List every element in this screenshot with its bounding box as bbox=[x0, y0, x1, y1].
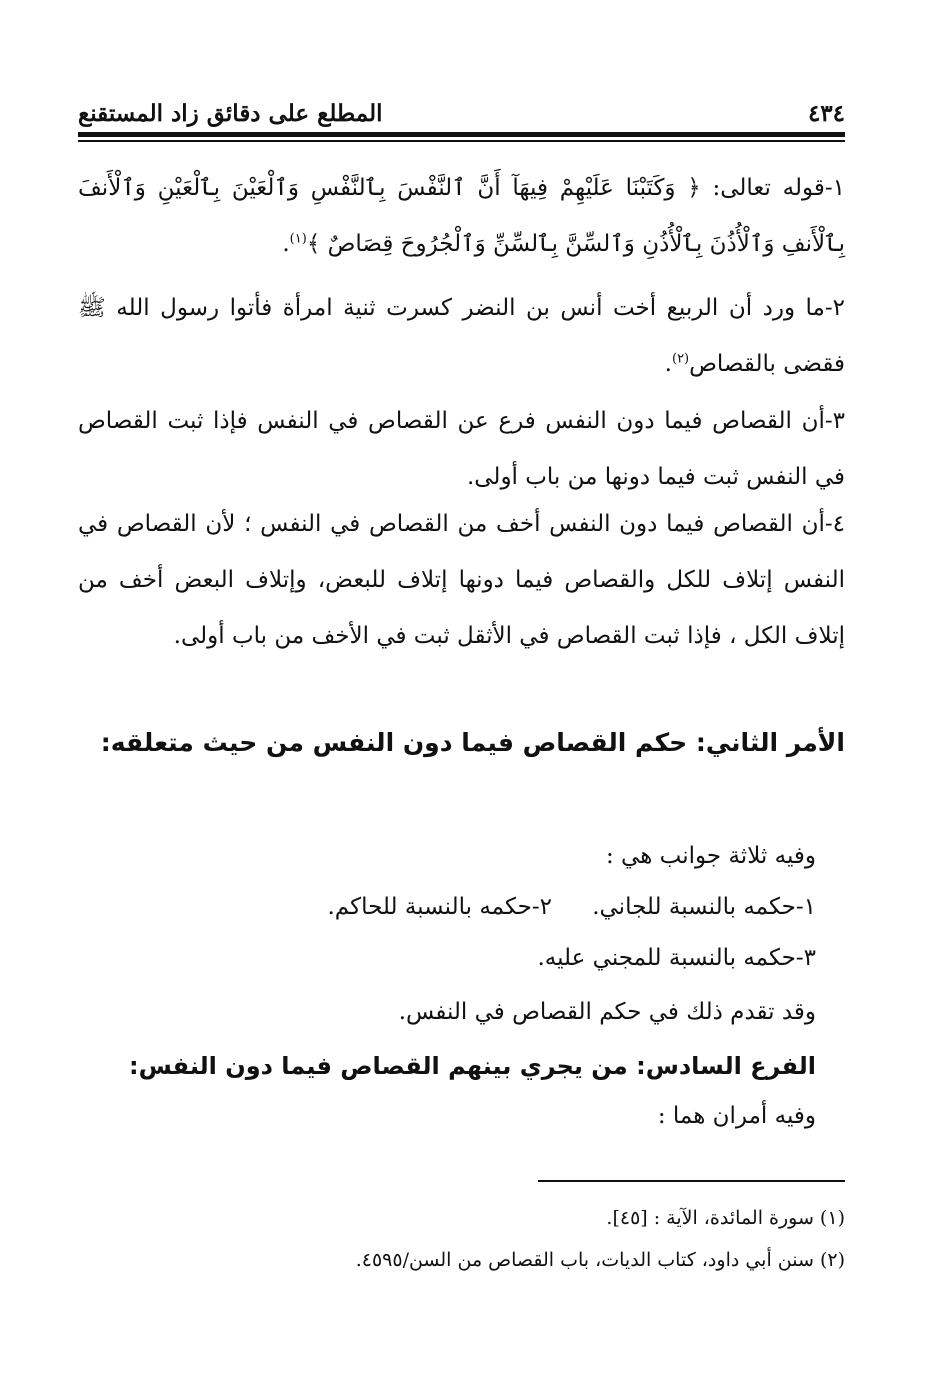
paragraph-evidence-1 bbox=[78, 160, 845, 272]
paragraph-evidence-3 bbox=[78, 393, 845, 505]
footnote-1: (١) سورة المائدة، الآية : [٤٥]. bbox=[606, 1207, 845, 1229]
footnote-2: (٢) سنن أبي داود، كتاب الديات، باب القصاص من السن/٤٥٩٥. bbox=[355, 1249, 845, 1271]
page-number: ٤٣٤ bbox=[807, 100, 845, 127]
paragraph-end: . bbox=[664, 351, 672, 377]
paragraph-evidence-4 bbox=[78, 496, 845, 664]
header-rule-thick bbox=[78, 132, 845, 137]
aspect-1: ١-حكمه بالنسبة للجاني. bbox=[592, 894, 816, 920]
paragraph-text: ٤-أن القصاص فيما دون النفس أخف من القصاص في النفس ؛ لأن القصاص في النفس إتلاف للكل والقصاص فيما دونها إتلاف للبعض، وإتلاف البعض أخف من إتلاف الكل ، فإذا ثبت القصاص في الأثقل ثبت في الأخف من باب أولى. bbox=[78, 511, 845, 649]
branch-intro: وفيه أمران هما : bbox=[657, 1103, 816, 1129]
branch-heading: الفرع السادس: من يجري بينهم القصاص فيما دون النفس: bbox=[129, 1052, 816, 1080]
section-intro: وفيه ثلاثة جوانب هي : bbox=[606, 843, 816, 869]
paragraph-evidence-2 bbox=[78, 280, 845, 392]
paragraph-end: . bbox=[282, 231, 290, 257]
aspect-3: ٣-حكمه بالنسبة للمجني عليه. bbox=[537, 945, 816, 971]
paragraph-text: ٢-ما ورد أن الربيع أخت أنس بن النضر كسرت ثنية امرأة فأتوا رسول الله ﷺ فقضى بالقصاص bbox=[78, 295, 845, 377]
footnote-ref-2: (٢) bbox=[671, 351, 690, 367]
section-heading: الأمر الثاني: حكم القصاص فيما دون النفس من حيث متعلقه: bbox=[100, 728, 845, 757]
section-note: وقد تقدم ذلك في حكم القصاص في النفس. bbox=[398, 999, 816, 1025]
page-header bbox=[78, 92, 845, 132]
header-rule-thin bbox=[78, 140, 845, 142]
footnote-separator bbox=[538, 1180, 845, 1182]
quran-verse-text: ١-قوله تعالى: ﴿ وَكَتَبْنَا عَلَيْهِمْ فِيهَآ أَنَّ ٱلنَّفْسَ بِٱلنَّفْسِ وَٱلْعَيْنَ بِٱلْعَيْنِ وَٱلْأَنفَ بِٱلْأَنفِ وَٱلْأُذُنَ بِٱلْأُذُنِ وَٱلسِّنَّ بِٱلسِّنِّ وَٱلْجُرُوحَ قِصَاصٌ ﴾ bbox=[78, 175, 845, 257]
footnote-ref-1: (١) bbox=[289, 231, 307, 247]
aspect-2: ٢-حكمه بالنسبة للحاكم. bbox=[327, 894, 552, 920]
running-title: المطلع على دقائق زاد المستقنع bbox=[78, 100, 383, 127]
paragraph-text: ٣-أن القصاص فيما دون النفس فرع عن القصاص في النفس فإذا ثبت القصاص في النفس ثبت فيما دونها من باب أولى. bbox=[78, 408, 845, 490]
